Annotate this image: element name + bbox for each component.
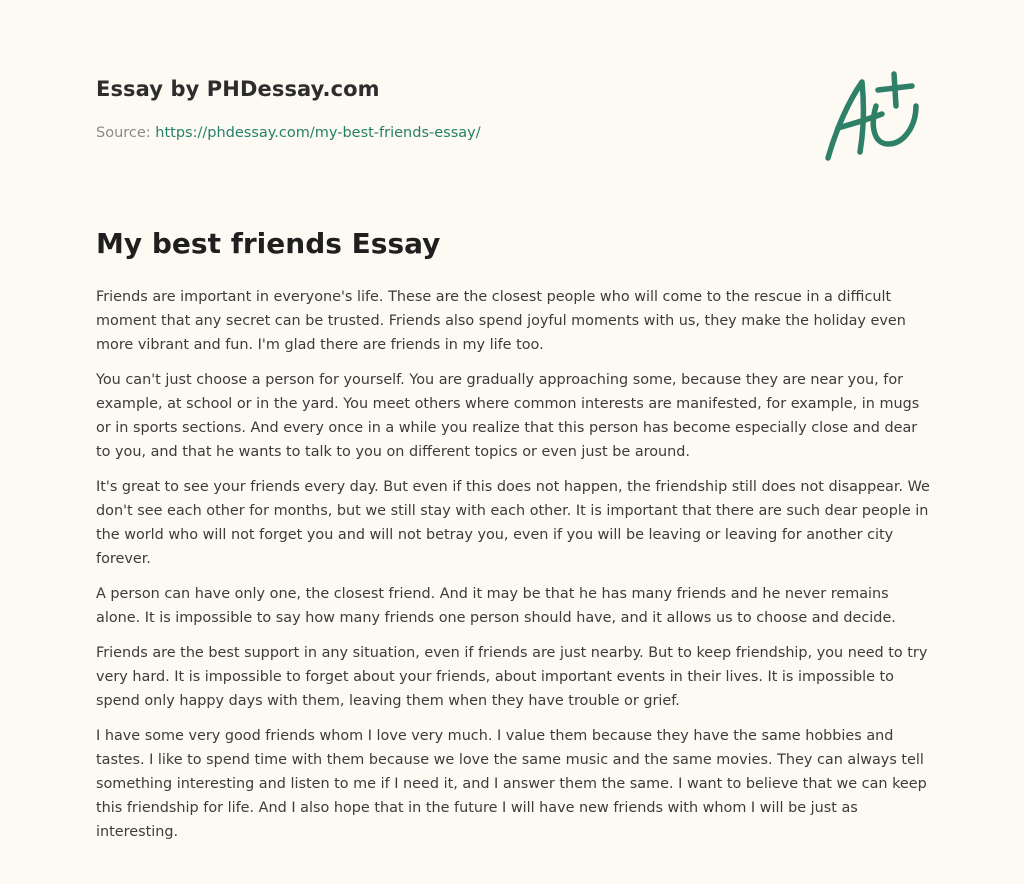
- source-link[interactable]: https://phdessay.com/my-best-friends-essay/: [155, 125, 481, 141]
- essay-paragraph: It's great to see your friends every day. But even if this does not happen, the friendship still does not disappear. We don't see each other for months, but we still stay with each other. It is important that there are such dear people in the world who will not forget you and will not betray you, even if you will be leaving or leaving for another city forever.: [96, 479, 930, 567]
- site-title: Essay by PHDessay.com: [96, 77, 380, 101]
- essay-title: My best friends Essay: [96, 227, 441, 260]
- essay-paragraph: Friends are the best support in any situation, even if friends are just nearby. But to keep friendship, you need to try very hard. It is impossible to forget about your friends, about important events in their lives. It is impossible to spend only happy days with them, leaving them when they have trouble or grief.: [96, 645, 928, 709]
- essay-paragraph: A person can have only one, the closest friend. And it may be that he has many friends and he never remains alone. It is impossible to say how many friends one person should have, and it allows us to choose and decide.: [96, 586, 896, 626]
- essay-paragraph: Friends are important in everyone's life. These are the closest people who will come to the rescue in a difficult moment that any secret can be trusted. Friends also spend joyful moments with us, they make the holiday even more vibrant and fun. I'm glad there are friends in my life too.: [96, 289, 906, 353]
- essay-paragraph: You can't just choose a person for yourself. You are gradually approaching some, because they are near you, for example, at school or in the yard. You meet others where common interests are manifested, for example, in mugs or in sports sections. And every once in a while you realize that this person has become especially close and dear to you, and that he wants to talk to you on different topics or even just be around.: [96, 372, 920, 460]
- a-plus-grade-icon: [824, 70, 928, 162]
- source-line: [96, 125, 481, 141]
- essay-body: [96, 285, 930, 855]
- essay-paragraph: I have some very good friends whom I love very much. I value them because they have the same hobbies and tastes. I like to spend time with them because we love the same music and the same movies. They can always tell something interesting and listen to me if I need it, and I answer them the same. I want to believe that we can keep this friendship for life. And I also hope that in the future I will have new friends with whom I will be just as interesting.: [96, 728, 927, 840]
- source-label: Source:: [96, 125, 156, 141]
